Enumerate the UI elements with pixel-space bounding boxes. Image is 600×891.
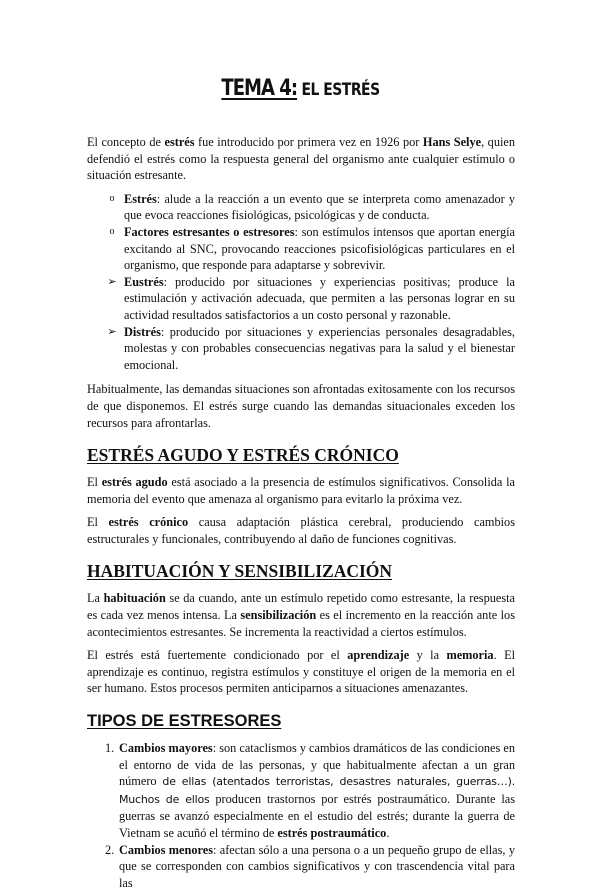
page-title xyxy=(222,75,380,104)
section-heading-tipos-estresores: TIPOS DE ESTRESORES xyxy=(87,712,282,731)
section-heading-agudo-cronico: ESTRÉS AGUDO Y ESTRÉS CRÓNICO xyxy=(87,445,399,466)
acute-stress-paragraph: El estrés agudo está asociado a la presencia de estímulos significativos. Consolida la memoria del evento que amenaza al organismo para evitarlo la próxima vez. xyxy=(87,475,515,506)
list-item: ➢ Eustrés: producido por situaciones y experiencias positivas; produce la estimulación y activación adecuada, que permiten a las personas lograr en su actividad resultados satisfactorios a un costo personal y razonable. xyxy=(87,274,515,324)
chronic-stress-paragraph: El estrés crónico causa adaptación plástica cerebral, produciendo cambios estructurales y funcionales, contribuyendo al daño de funciones cognitivas. xyxy=(87,515,515,546)
document-page xyxy=(87,75,515,891)
title-part-2: EL ESTRÉS xyxy=(297,80,381,100)
habitually-paragraph: Habitualmente, las demandas situaciones son afrontadas exitosamente con los recursos de que disponemos. El estrés surge cuando las demandas situacionales exceden los recursos para afrontarlas. xyxy=(87,382,515,430)
circle-bullet-icon: o xyxy=(109,192,115,204)
arrow-bullet-icon: ➢ xyxy=(107,275,117,288)
section-heading-habituacion: HABITUACIÓN Y SENSIBILIZACIÓN xyxy=(87,561,393,582)
list-item: 2. Cambios menores: afectan sólo a una persona o a un pequeño grupo de ellas, y que se corresponden con cambios significativos y con trascendencia vital para las xyxy=(105,842,515,890)
arrow-bullet-icon: ➢ xyxy=(107,325,117,338)
list-item: 1. Cambios mayores: son cataclismos y cambios dramáticos de las condiciones en el entorno de vida de las personas, y que habitualmente afectan a un gran número de ellas (atentados terroristas, desastres naturales, guerras…). Muchos de ellos producen trastornos por estrés postraumático. Durante las guerras se avanzó especialmente en el estudio del estrés; durante la guerra de Vietnam se acuñó el término de estrés postraumático. xyxy=(105,741,515,840)
list-item: ➢ Distrés: producido por situaciones y experiencias personales desagradables, molestas y con probables consecuencias negativas para la salud y el bienestar emocional. xyxy=(87,324,515,374)
title-block xyxy=(87,75,515,104)
title-part-1: TEMA 4: xyxy=(221,76,298,101)
handwritten-text: de ellas (atentados terroristas, desastres naturales, guerras…). Muchos de ellos xyxy=(119,775,515,806)
habituation-paragraph: La habituación se da cuando, ante un estímulo repetido como estresante, la respuesta es cada vez menos intensa. La sensibilización es el incremento en la reacción ante los acontecimientos estresantes. Se incrementa la reactividad a ciertos estímulos. xyxy=(87,591,515,639)
learning-memory-paragraph: El estrés está fuertemente condicionado por el aprendizaje y la memoria. El aprendizaje es continuo, registra estímulos y constituye el origen de la memoria en el ser humano. Estos procesos permiten anticiparnos a situaciones amenazantes. xyxy=(87,648,516,696)
list-item: o Factores estresantes o estresores: son estímulos intensos que aportan energía excitando al SNC, provocando reacciones psicofisiológicas particulares en el organismo, que responde para adaptarse y sobrevivir. xyxy=(87,224,515,274)
intro-paragraph: El concepto de estrés fue introducido por primera vez en 1926 por Hans Selye, quien defendió el estrés como la respuesta general del organismo ante cualquier estímulo o situación estresante. xyxy=(87,135,515,183)
stressor-types-list xyxy=(87,740,515,891)
circle-bullet-icon: o xyxy=(109,225,115,237)
list-item: o Estrés: alude a la reacción a un evento que se interpreta como amenazador y que evoca reacciones fisiológicas, psicológicas y de conducta. xyxy=(87,191,515,224)
definitions-list xyxy=(87,191,515,374)
